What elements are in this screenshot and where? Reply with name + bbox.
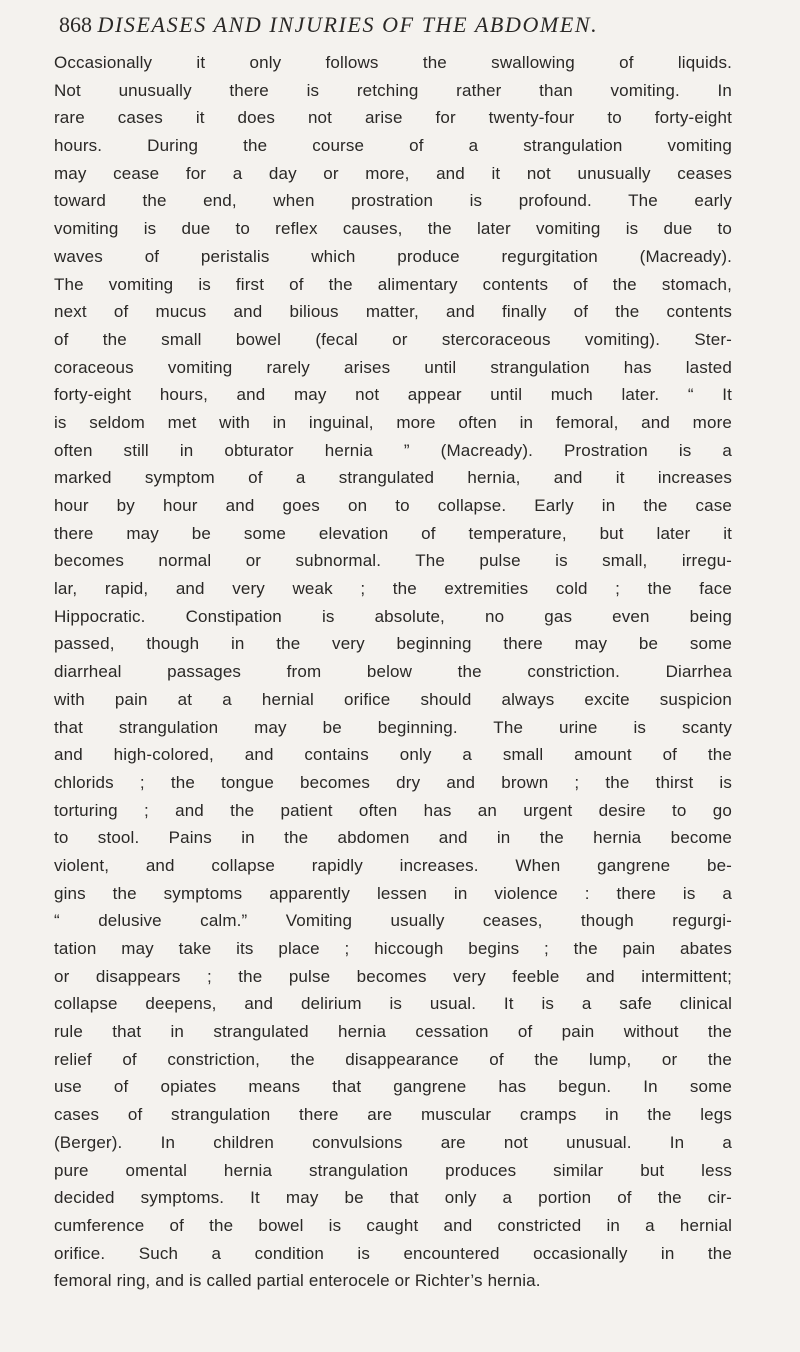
book-page <box>40 10 740 1295</box>
text-line: violent, and collapse rapidly increases. When gangrene be- <box>54 855 732 875</box>
text-line: forty-eight hours, and may not appear until much later. “ It <box>54 385 732 405</box>
text-line: rule that in strangulated hernia cessation of pain without the <box>54 1022 732 1042</box>
text-line: cases of strangulation there are muscular cramps in the legs <box>54 1105 732 1125</box>
text-line: decided symptoms. It may be that only a portion of the cir- <box>54 1188 732 1208</box>
text-line: hour by hour and goes on to collapse. Early in the case <box>54 496 732 515</box>
text-line: The vomiting is first of the alimentary contents of the stomach, <box>54 274 732 294</box>
text-line: toward the end, when prostration is profound. The early <box>54 191 732 211</box>
text-line: hours. During the course of a strangulation vomiting <box>54 136 732 156</box>
body-text <box>54 49 732 1295</box>
text-line: chlorids ; the tongue becomes dry and brown ; the thirst is <box>54 772 732 792</box>
text-line: to stool. Pains in the abdomen and in the hernia become <box>54 828 732 848</box>
text-line: Hippocratic. Constipation is absolute, no gas even being <box>54 606 732 626</box>
text-line: femoral ring, and is called partial enterocele or Richter’s hernia. <box>54 1271 541 1291</box>
text-line: orifice. Such a condition is encountered occasionally in the <box>54 1243 732 1263</box>
text-line: Not unusually there is retching rather than vomiting. In <box>54 80 732 100</box>
text-line: often still in obturator hernia ” (Macready). Prostration is a <box>54 440 732 460</box>
text-line: torturing ; and the patient often has an urgent desire to go <box>54 800 732 820</box>
text-line: collapse deepens, and delirium is usual. It is a safe clinical <box>54 994 732 1014</box>
text-line: waves of peristalis which produce regurgitation (Macready). <box>54 246 732 266</box>
running-head <box>59 10 740 40</box>
text-line: is seldom met with in inguinal, more often in femoral, and more <box>54 412 732 432</box>
running-title: DISEASES AND INJURIES OF THE ABDOMEN. <box>97 12 599 37</box>
text-line: tation may take its place ; hiccough begins ; the pain abates <box>54 939 732 958</box>
text-line: “ delusive calm.” Vomiting usually ceases, though regurgi- <box>54 911 732 931</box>
text-line: with pain at a hernial orifice should always excite suspicion <box>54 689 732 709</box>
text-line: passed, though in the very beginning there may be some <box>54 634 732 654</box>
text-line: next of mucus and bilious matter, and finally of the contents <box>54 302 732 322</box>
text-line: diarrheal passages from below the constriction. Diarrhea <box>54 662 732 682</box>
text-line: cumference of the bowel is caught and constricted in a hernial <box>54 1215 732 1235</box>
text-line: vomiting is due to reflex causes, the later vomiting is due to <box>54 219 732 239</box>
text-line: may cease for a day or more, and it not unusually ceases <box>54 163 732 183</box>
text-line: gins the symptoms apparently lessen in violence : there is a <box>54 883 732 903</box>
text-line: and high-colored, and contains only a small amount of the <box>54 745 732 765</box>
text-line: that strangulation may be beginning. The urine is scanty <box>54 717 732 737</box>
text-line: use of opiates means that gangrene has begun. In some <box>54 1077 732 1097</box>
text-line: pure omental hernia strangulation produces similar but less <box>54 1160 732 1180</box>
text-line: coraceous vomiting rarely arises until strangulation has lasted <box>54 357 732 377</box>
page-number: 868 <box>59 12 92 37</box>
text-line: (Berger). In children convulsions are not unusual. In a <box>54 1132 732 1152</box>
text-line: rare cases it does not arise for twenty-four to forty-eight <box>54 108 732 128</box>
text-line: or disappears ; the pulse becomes very feeble and intermittent; <box>54 966 732 986</box>
text-line: there may be some elevation of temperature, but later it <box>54 523 732 543</box>
text-line: relief of constriction, the disappearance of the lump, or the <box>54 1049 732 1069</box>
text-line: becomes normal or subnormal. The pulse is small, irregu- <box>54 551 732 571</box>
text-line: lar, rapid, and very weak ; the extremities cold ; the face <box>54 579 732 599</box>
text-line: Occasionally it only follows the swallowing of liquids. <box>54 53 732 72</box>
text-line: marked symptom of a strangulated hernia, and it increases <box>54 468 732 488</box>
text-line: of the small bowel (fecal or stercoraceous vomiting). Ster- <box>54 329 732 349</box>
